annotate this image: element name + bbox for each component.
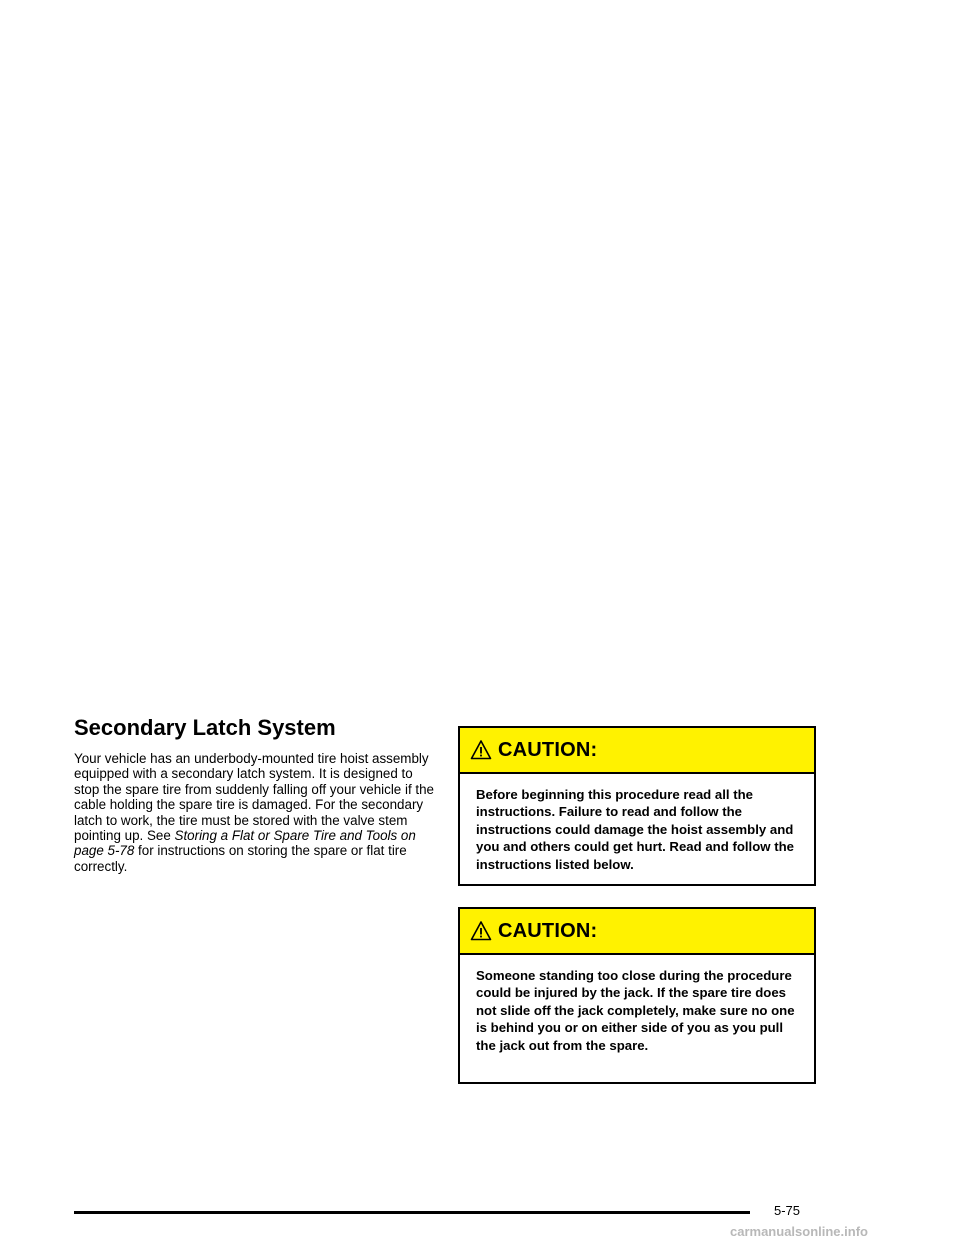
caution-box-1 <box>458 726 816 886</box>
section-title: Secondary Latch System <box>74 715 336 740</box>
caution-label-2: CAUTION: <box>498 919 598 942</box>
caution-text-1: Before beginning this procedure read all the instructions. Failure to read and follow the instructions could damage the hoist assembly and you and others could get hurt. Read and follow the instructions listed below. <box>476 787 794 872</box>
page-number: 5-75 <box>774 1203 801 1218</box>
footer-rule <box>74 1211 750 1214</box>
caution-header-1 <box>460 728 814 774</box>
cross-reference-link[interactable]: Storing a Flat or Spare Tire and Tools on page 5-78 <box>74 828 416 859</box>
caution-text-2: Someone standing too close during the procedure could be injured by the jack. If the spare tire does not slide off the jack completely, make sure no one is behind you or on either side of you as you pull the jack out from the spare. <box>476 968 795 1053</box>
warning-triangle-icon <box>470 920 492 942</box>
watermark: carmanualsonline.info <box>730 1224 868 1239</box>
caution-label-1: CAUTION: <box>498 738 598 761</box>
section-body <box>74 751 434 874</box>
warning-triangle-icon <box>470 739 492 761</box>
body-text-start: Your vehicle has an underbody-mounted tire hoist assembly equipped with a secondary latch system. It is designed to stop the spare tire from suddenly falling off your vehicle if the cable holding the spare tire is damaged. For the secondary latch to work, the tire must be stored with the valve stem pointing up. See <box>74 751 435 844</box>
body-text-end: for instructions on storing the spare or flat tire correctly. <box>74 843 407 874</box>
caution-header-2 <box>460 909 814 955</box>
caution-box-2 <box>458 907 816 1084</box>
